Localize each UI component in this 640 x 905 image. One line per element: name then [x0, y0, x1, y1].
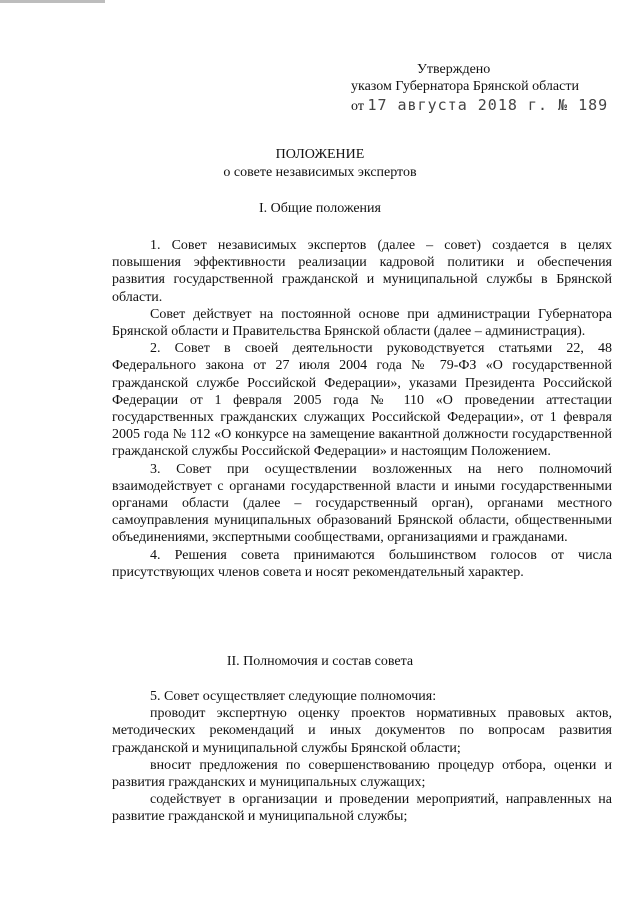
- section-general-body: [112, 237, 612, 581]
- paragraph: содействует в организации и проведении мероприятий, направленных на развитие гражданской и муниципальной службы;: [112, 792, 612, 825]
- approval-label: Утверждено: [417, 62, 491, 77]
- paragraph: Совет действует на постоянной основе при администрации Губернатора Брянской области и Правительства Брянской области (далее – администрация).: [112, 306, 612, 340]
- section-powers-body: [112, 688, 612, 826]
- document-title: ПОЛОЖЕНИЕ: [275, 147, 365, 162]
- approval-date-line: [351, 96, 608, 116]
- section-heading-general: I. Общие положения: [259, 201, 381, 216]
- approval-date-prefix: от: [351, 99, 364, 114]
- paragraph: 1. Совет независимых экспертов (далее – совет) создается в целях повышения эффективности реализации кадровой политики и обеспечения развития государственной гражданской и муниципальной службы в Брянской области.: [112, 238, 612, 305]
- paragraph: 3. Совет при осуществлении возложенных на него полномочий взаимодействует с органами государственной власти и иными государственными органами области (далее – государственный орган), органами местного самоуправления муниципальных образований Брянской области, общественными объединениями, экспертными сообществами, организациями и гражданами.: [112, 461, 612, 546]
- approval-date-stamp: 17 августа 2018 г. № 189: [367, 96, 609, 114]
- paragraph: проводит экспертную оценку проектов нормативных правовых актов, методических рекомендаций и иных документов по вопросам развития гражданской и муниципальной службы Брянской области;: [112, 706, 612, 756]
- document-subtitle: о совете независимых экспертов: [223, 165, 417, 180]
- paragraph: 2. Совет в своей деятельности руководствуется статьями 22, 48 Федерального закона от 27 июля 2004 года № 79-ФЗ «О государственной гражданской службе Российской Федерации», указами Президента Российской Федерации от 1 февраля 2005 года № 110 «О проведении аттестации государственных гражданских служащих Российской Федерации», от 1 февраля 2005 года № 112 «О конкурсе на замещение вакантной должности государственной гражданской службы Российской Федерации» и настоящим Положением.: [112, 341, 612, 460]
- paragraph: 5. Совет осуществляет следующие полномочия:: [150, 689, 437, 704]
- paragraph: 4. Решения совета принимаются большинством голосов от числа присутствующих членов совета и носят рекомендательный характер.: [112, 547, 612, 580]
- approval-authority: указом Губернатора Брянской области: [351, 79, 579, 94]
- paragraph: вносит предложения по совершенствованию процедур отбора, оценки и развития гражданских и муниципальных служащих;: [112, 757, 612, 791]
- scan-artifact: [0, 0, 105, 3]
- section-heading-powers: II. Полномочия и состав совета: [226, 654, 414, 669]
